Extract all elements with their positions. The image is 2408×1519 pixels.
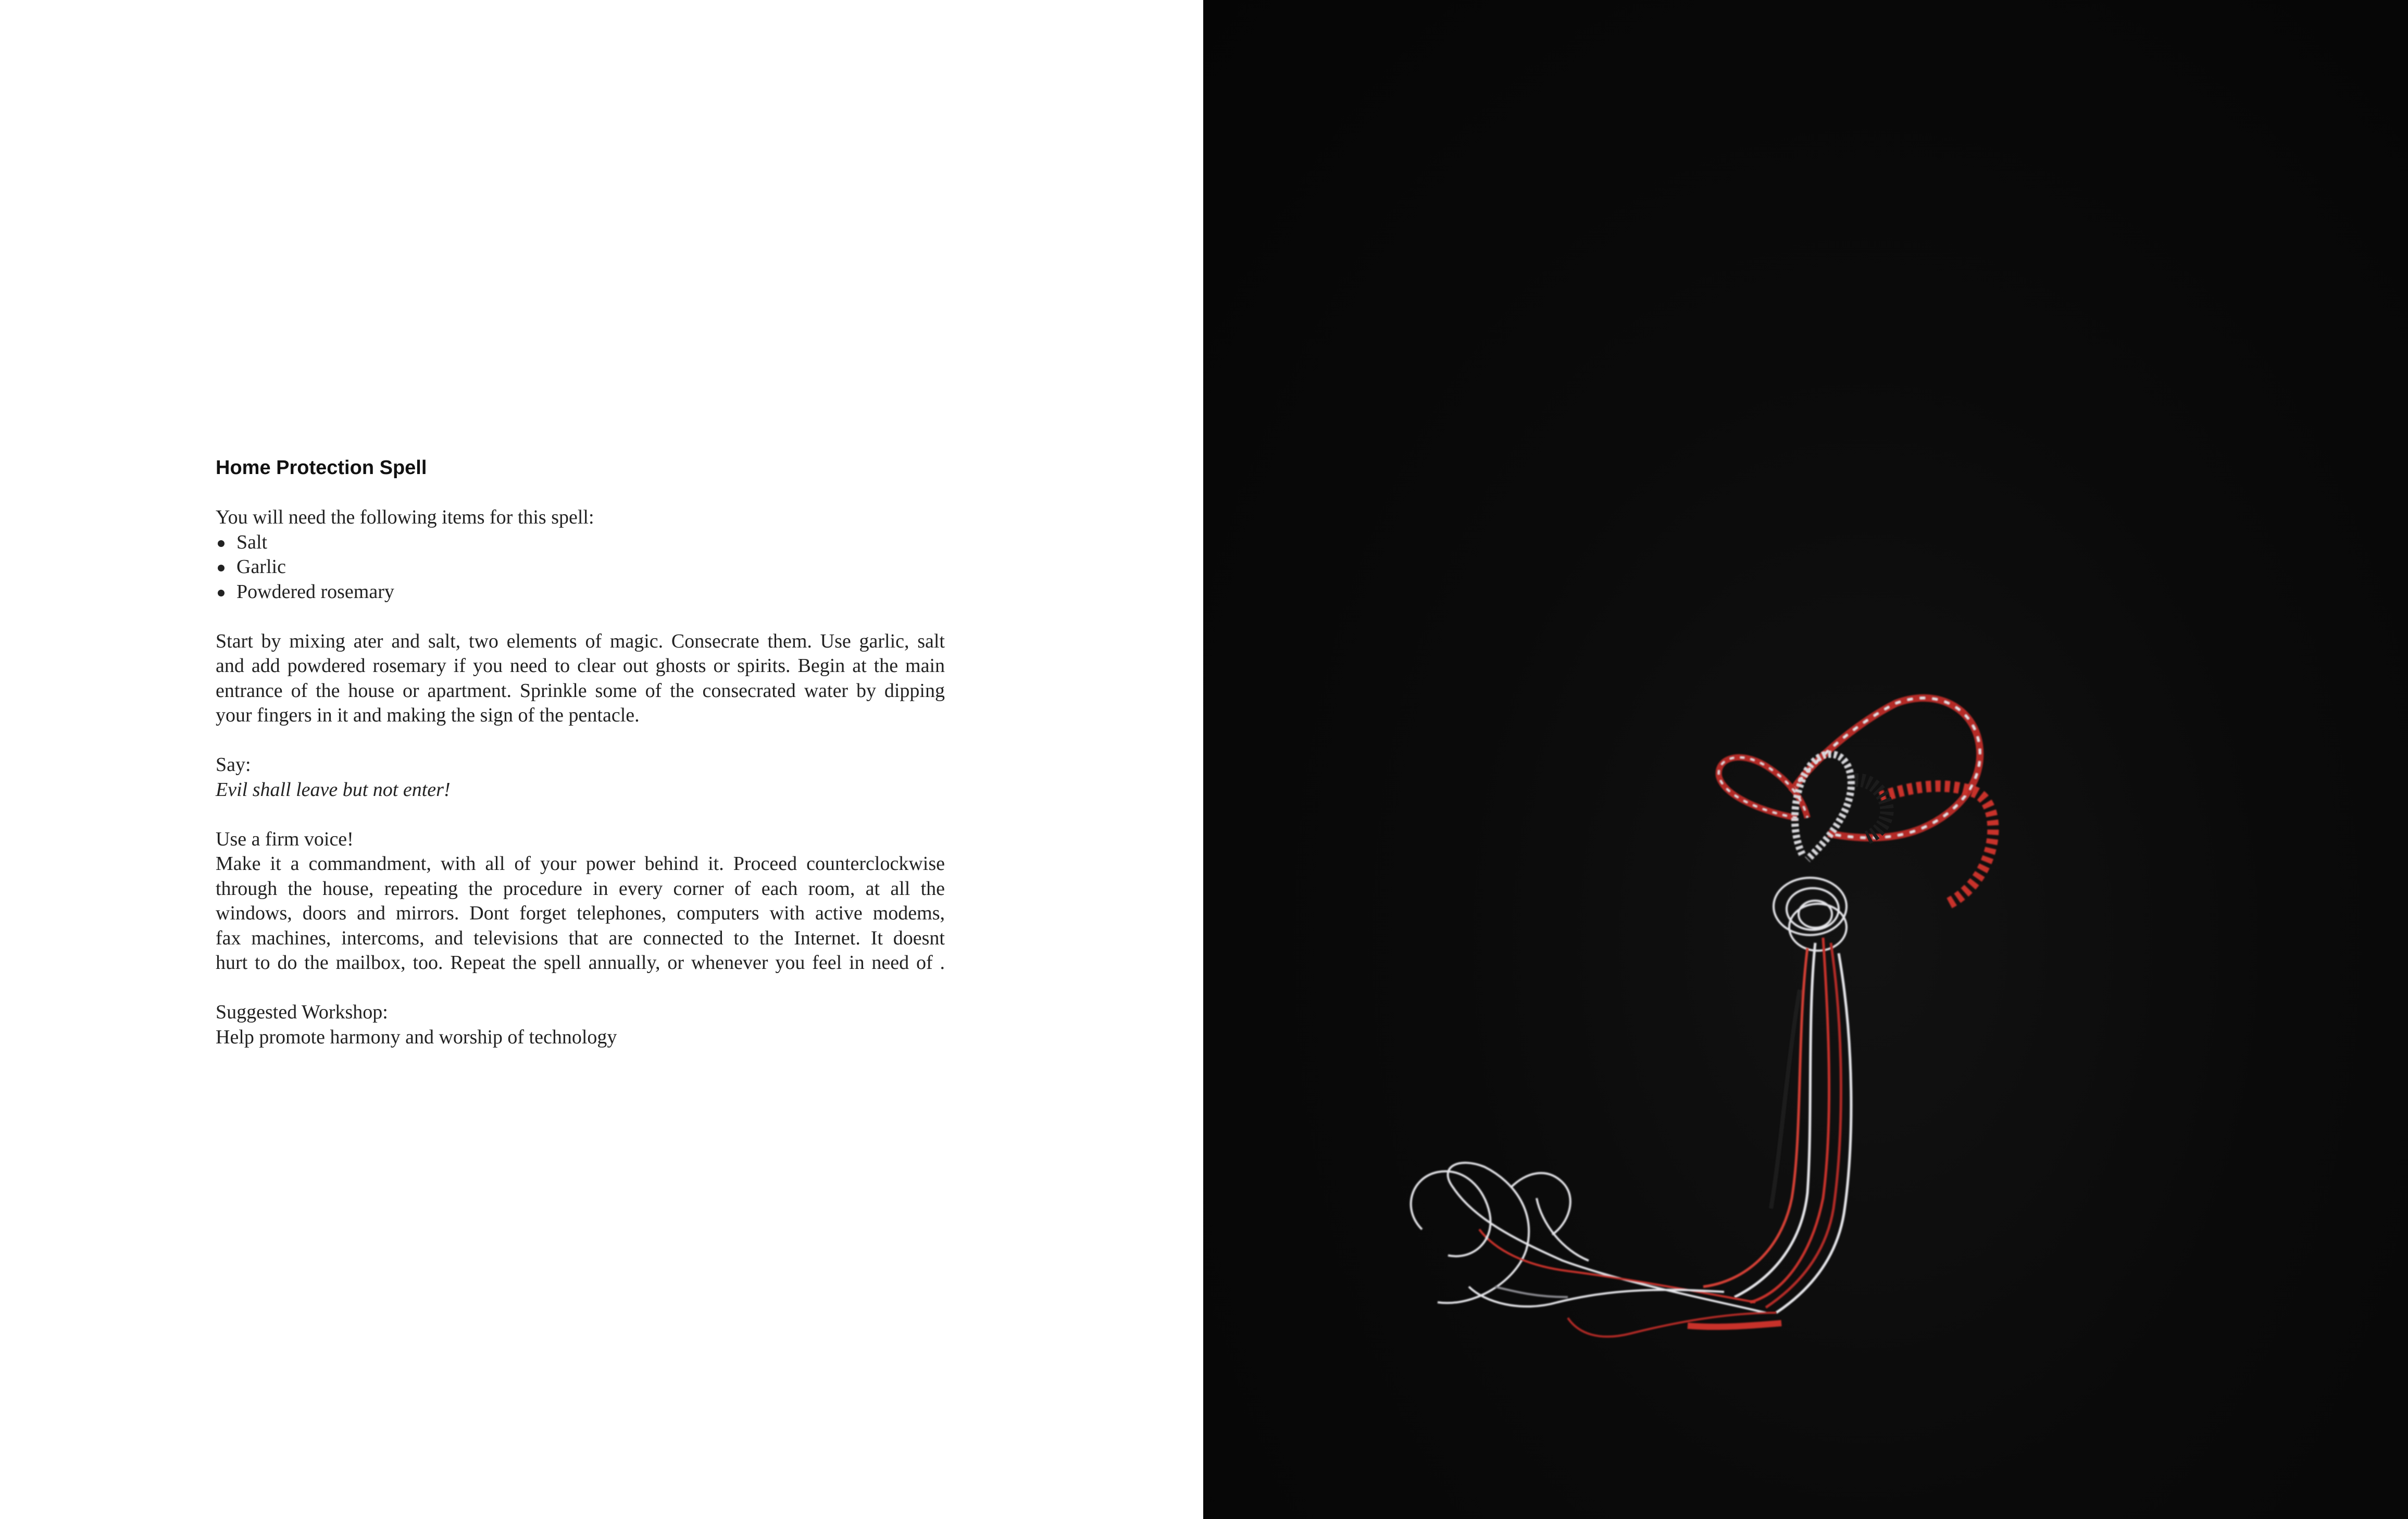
say-label: Say: [216,754,251,776]
spell-text-block [216,456,945,1050]
incantation: Evil shall leave but not enter! [216,778,451,801]
spell-title: Home Protection Spell [216,457,427,479]
instructions-line: your fingers in it and making the sign of the pentacle. [216,704,640,726]
workshop-label: Suggested Workshop: [216,1001,388,1023]
left-page [0,0,1203,1519]
workshop-text: Help promote harmony and worship of technology [216,1026,617,1048]
instructions-line: entrance of the house or apartment. Sprinkle some of the consecrated water by dipping [216,679,945,702]
procedure-line: windows, doors and mirrors. Dont forget telephones, computers with active modems, [216,902,945,924]
procedure-line: through the house, repeating the procedure in every corner of each room, at all the [216,877,945,900]
procedure-paragraph [216,852,945,976]
instructions-paragraph [216,629,945,728]
ingredient-rosemary: Powdered rosemary [216,580,945,605]
descending-wires [1703,938,1851,1313]
items-intro: You will need the following items for this spell: [216,506,594,528]
white-spiral-rings [1774,878,1846,951]
red-black-coil [1880,786,1993,904]
procedure-line: Make it a commandment, with all of your power behind it. Proceed counterclockwise [216,853,945,875]
bottom-wire-tangle [1411,1163,1781,1337]
instructions-line: Start by mixing ater and salt, two elements of magic. Consecrate them. Use garlic, salt [216,630,945,652]
procedure-line: fax machines, intercoms, and televisions that are connected to the Internet. It doesnt [216,927,945,949]
instructions-line: and add powdered rosemary if you need to clear out ghosts or spirits. Begin at the main [216,655,945,677]
ingredient-salt: Salt [216,530,945,555]
firm-voice-note: Use a firm voice! [216,828,354,850]
wire-sculpture-photo [1203,0,2408,1519]
ingredient-garlic: Garlic [216,555,945,580]
procedure-line: hurt to do the mailbox, too. Repeat the spell annually, or whenever you feel in need of . [216,952,945,974]
ingredients-list [216,530,945,605]
red-braided-loop [1792,698,1980,838]
right-page-photo [1203,0,2408,1519]
